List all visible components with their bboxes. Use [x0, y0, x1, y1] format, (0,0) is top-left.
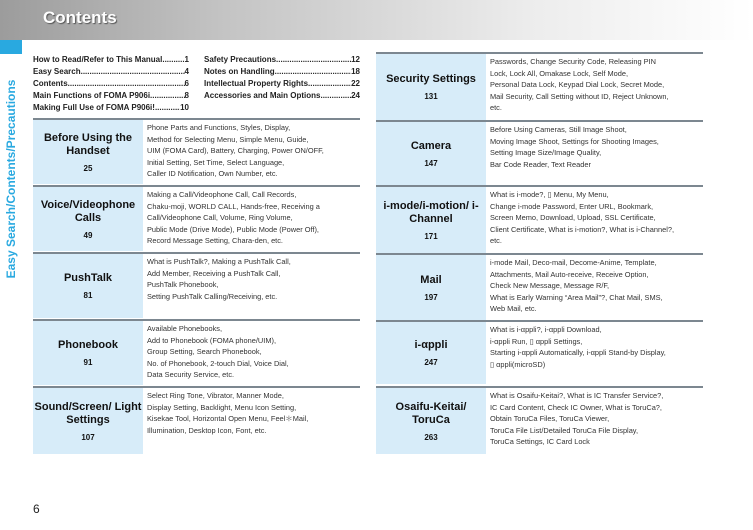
toc-item[interactable]: Notes on Handling ..... 18 [204, 66, 360, 78]
section-desc: What is i-αppli?, i-αppli Download, i-αppli Run, ▯ αppli Settings, Starting i-αppli Automatically, i-αppli Stand-by Display, ▯ αppli(microSD) [490, 325, 666, 369]
section-page: 81 [83, 291, 93, 300]
side-tab-label: Easy Search/Contents/Precautions [4, 79, 18, 279]
section-title: Sound/Screen/ Light Settings [34, 400, 142, 426]
section-page: 131 [424, 92, 438, 101]
section-page: 247 [424, 358, 438, 367]
section-page: 107 [81, 432, 95, 442]
toc-item[interactable]: Intellectual Property Rights ..... 22 [204, 78, 360, 90]
section-page: 91 [83, 358, 93, 367]
side-tab [0, 40, 22, 530]
section-desc: Passwords, Change Security Code, Releasing PIN Lock, Lock All, Omakase Lock, Self Mode, Personal Data Lock, Keypad Dial Lock, Secret Mode, Mail Security, Call Setting without ID, Reject Unknown, etc. [490, 57, 669, 113]
toc-item[interactable]: Safety Precautions ..... 12 [204, 54, 360, 66]
section-desc: Phone Parts and Functions, Styles, Display, Method for Selecting Menu, Simple Menu, Guide, UIM (FOMA Card), Battery, Charging, Power ON/OFF, Initial Setting, Set Time, Select Language, Caller ID Notification, Own Number, etc. [147, 123, 324, 179]
section-desc: What is PushTalk?, Making a PushTalk Call, Add Member, Receiving a PushTalk Call, PushTalk Phonebook, Setting PushTalk Calling/Receiving, etc. [147, 257, 291, 301]
section-title: Camera [410, 140, 452, 152]
section-phonebook[interactable] [33, 319, 360, 385]
section-desc: Available Phonebooks, Add to Phonebook (FOMA phone/UIM), Group Setting, Search Phonebook, No. of Phonebook, 2-touch Dial, Voice Dial, Data Security Service, etc. [147, 324, 289, 380]
section-page: 25 [83, 163, 93, 173]
toc-item[interactable]: Accessories and Main Options ..... 24 [204, 90, 360, 102]
section-pushtalk[interactable] [33, 252, 360, 318]
section-title: Osaifu-Keitai/ ToruCa [395, 400, 467, 426]
section-sound-screen[interactable] [33, 386, 360, 454]
header-bar [0, 0, 753, 40]
section-desc: i-mode Mail, Deco-mail, Decome-Anime, Template, Attachments, Mail Auto-receive, Receive Option, Check New Message, Message R/F, What is Early Warning “Area Mail”?, Chat Mail, SMS, Web Mail, etc. [490, 258, 663, 314]
section-iappli[interactable] [376, 320, 703, 384]
toc-item[interactable]: Making Full Use of FOMA P906i! ..... 10 [33, 102, 189, 114]
section-imode[interactable] [376, 185, 703, 253]
toc-right [204, 54, 360, 102]
section-title: PushTalk [63, 272, 113, 284]
section-page: 263 [424, 432, 438, 442]
section-page: 49 [83, 230, 93, 240]
section-desc: Before Using Cameras, Still Image Shoot, Moving Image Shoot, Settings for Shooting Images, Setting Image Size/Image Quality, Bar Code Reader, Text Reader [490, 125, 659, 169]
section-before-using[interactable] [33, 118, 360, 184]
toc-item[interactable]: Main Functions of FOMA P906i ..... 8 [33, 90, 189, 102]
section-desc: Select Ring Tone, Vibrator, Manner Mode, Display Setting, Backlight, Menu Icon Setting, Kisekae Tool, Horizontal Open Menu, Feel＊Mail, Illumination, Desktop Icon, Font, etc. [147, 391, 309, 435]
section-camera[interactable] [376, 120, 703, 186]
section-desc: Making a Call/Videophone Call, Call Records, Chaku-moji, WORLD CALL, Hands-free, Receiving a Call/Videophone Call, Volume, Ring Volume, Public Mode (Drive Mode), Public Mode (Power Off), Record Message Setting, Chara-den, etc. [147, 190, 320, 246]
page-number: 6 [33, 502, 40, 516]
section-title: i-mode/i-motion/ i-Channel [383, 199, 479, 225]
section-voice-calls[interactable] [33, 185, 360, 251]
section-security[interactable] [376, 52, 703, 120]
section-page: 197 [424, 293, 438, 302]
section-title: Before Using the Handset [43, 131, 132, 157]
toc-item[interactable]: Contents ..... 6 [33, 78, 189, 90]
toc-item[interactable]: Easy Search ..... 4 [33, 66, 189, 78]
section-title: Mail [420, 274, 442, 286]
side-tab-marker [0, 40, 22, 54]
section-title: i-αppli [414, 339, 448, 351]
section-mail[interactable] [376, 253, 703, 321]
section-title: Voice/Videophone Calls [40, 198, 136, 224]
section-page: 147 [424, 159, 438, 168]
section-page: 171 [424, 231, 438, 241]
toc-item[interactable]: How to Read/Refer to This Manual ..... 1 [33, 54, 189, 66]
page-title: Contents [43, 8, 117, 27]
section-desc: What is Osaifu-Keitai?, What is IC Transfer Service?, IC Card Content, Check IC Owner, What is ToruCa?, Obtain ToruCa Files, ToruCa Viewer, ToruCa File List/Detailed ToruCa File Display, ToruCa Settings, IC Card Lock [490, 391, 664, 447]
section-desc: What is i-mode?, ▯ Menu, My Menu, Change i-mode Password, Enter URL, Bookmark, Screen Memo, Download, Upload, SSL Certificate, Client Certificate, What is i-motion?, What is i-Channel?, etc. [490, 190, 675, 246]
section-title: Phonebook [58, 339, 118, 351]
section-title: Security Settings [386, 73, 476, 85]
section-osaifu[interactable] [376, 386, 703, 454]
toc-left [33, 54, 189, 114]
